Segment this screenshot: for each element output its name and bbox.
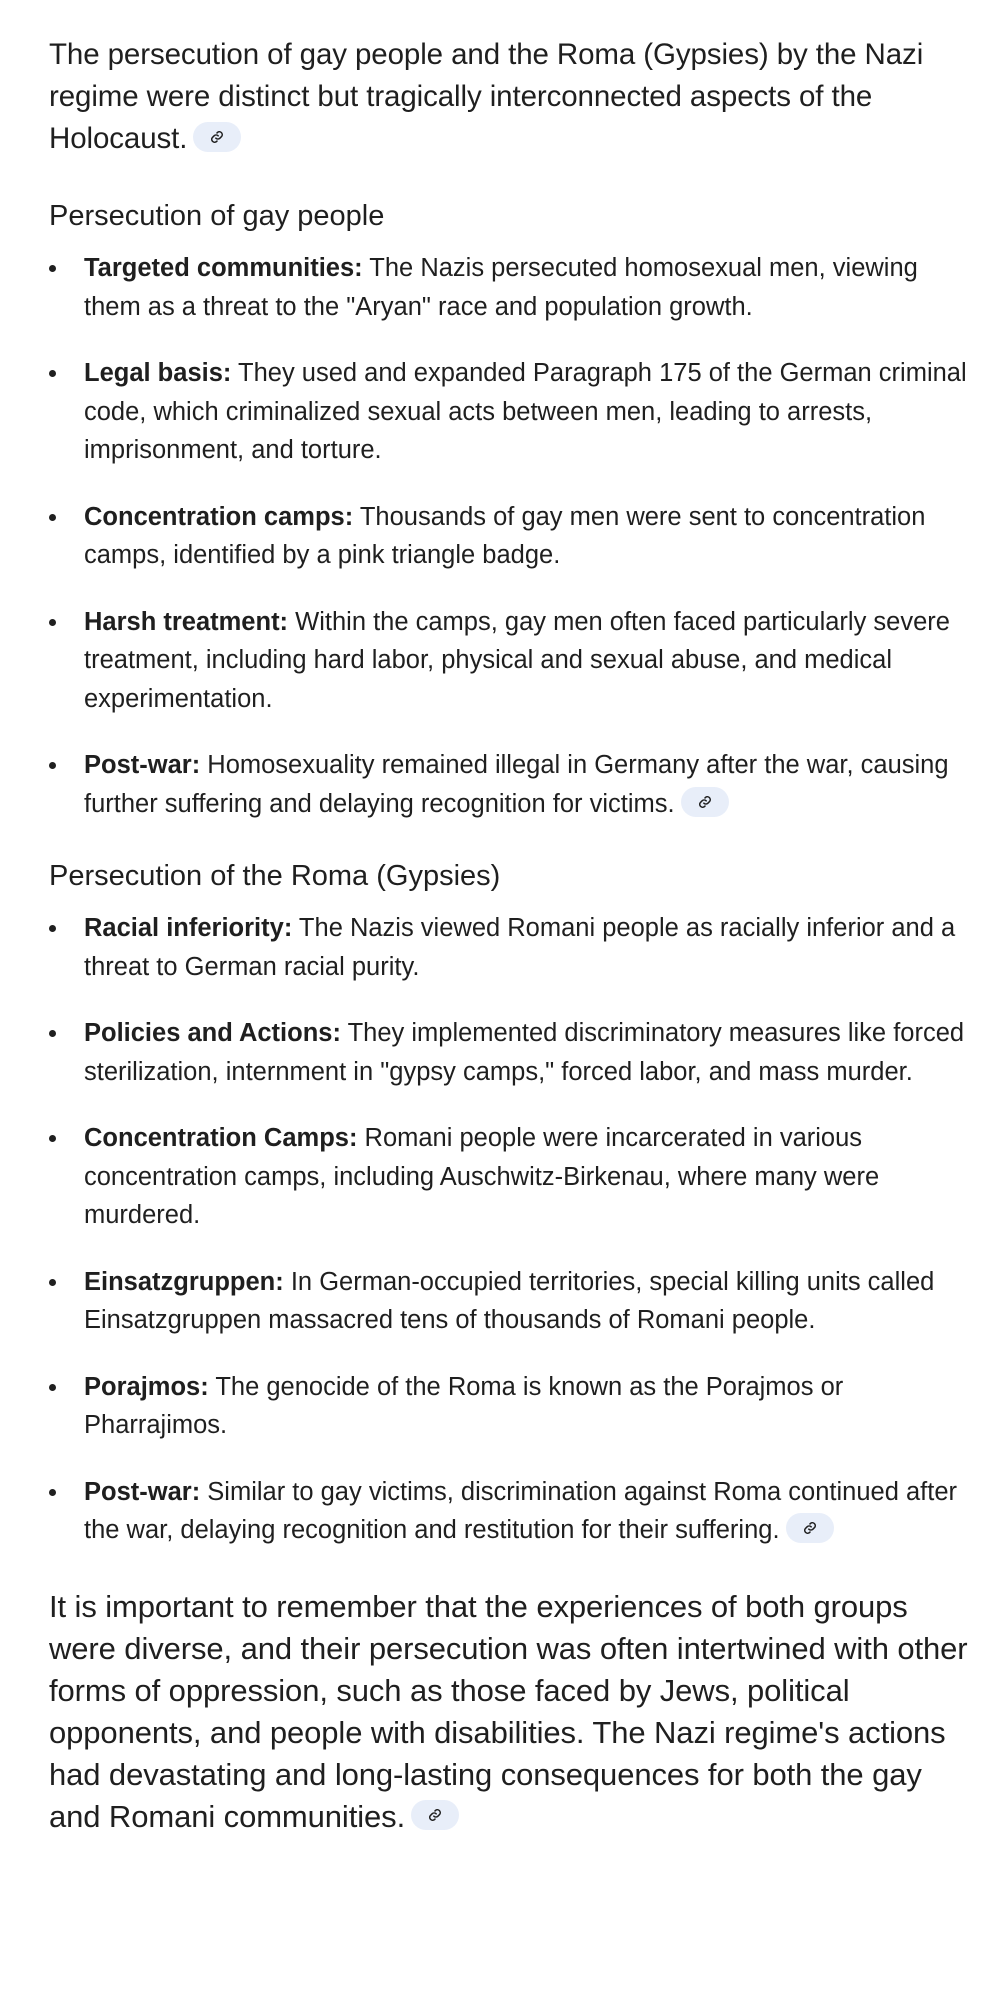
list-item (49, 1368, 969, 1445)
bullet-dot (49, 514, 56, 521)
list-item (49, 1119, 969, 1235)
section-heading-gay: Persecution of gay people (49, 200, 385, 232)
link-icon (210, 130, 224, 144)
source-link-chip[interactable] (681, 787, 729, 817)
list-item (49, 603, 969, 719)
source-link-chip[interactable] (411, 1800, 459, 1830)
closing-paragraph (49, 1586, 969, 1838)
bullet-dot (49, 370, 56, 377)
gay-persecution-list (49, 249, 969, 823)
list-item-label: Post-war: (84, 751, 201, 779)
list-item-label: Concentration camps: (84, 502, 354, 531)
list-item (49, 354, 969, 470)
list-item-text: Homosexuality remained illegal in Germany after the war, causing further suffering and delaying recognition for victims. (84, 751, 949, 818)
list-item-label: Concentration Camps: (84, 1124, 358, 1152)
bullet-dot (49, 925, 56, 932)
source-link-chip[interactable] (786, 1513, 834, 1543)
list-item-label: Targeted communities: (84, 254, 363, 282)
section-heading-roma: Persecution of the Roma (Gypsies) (49, 860, 501, 892)
list-item-text: Similar to gay victims, discrimination against Roma continued after the war, delaying recognition and restitution for their suffering. (84, 1477, 957, 1544)
list-item-text: Thousands of gay men were sent to concentration camps, identified by a pink triangle badge. (84, 502, 926, 569)
list-item-text: The Nazis persecuted homosexual men, viewing them as a threat to the "Aryan" race and population growth. (84, 254, 918, 321)
list-item (49, 1014, 969, 1091)
list-item (49, 498, 969, 575)
list-item-text: Within the camps, gay men often faced particularly severe treatment, including hard labor, physical and sexual abuse, and medical experimentation. (84, 607, 950, 713)
list-item-text: Romani people were incarcerated in various concentration camps, including Auschwitz-Birkenau, where many were murdered. (84, 1124, 880, 1229)
bullet-dot (49, 619, 56, 626)
bullet-dot (49, 762, 56, 769)
list-item (49, 249, 969, 326)
roma-persecution-list (49, 909, 969, 1550)
list-item-text: In German-occupied territories, special killing units called Einsatzgruppen massacred tens of thousands of Romani people. (84, 1267, 935, 1334)
closing-text: It is important to remember that the experiences of both groups were diverse, and their persecution was often intertwined with other forms of oppression, such as those faced by Jews, political opponents, and people with disabilities. The Nazi regime's actions had devastating and long-lasting consequences for both the gay and Romani communities. (49, 1588, 968, 1834)
link-icon (698, 795, 712, 809)
list-item-label: Porajmos: (84, 1372, 209, 1401)
list-item (49, 746, 969, 823)
bullet-dot (49, 1489, 56, 1496)
list-item (49, 909, 969, 986)
list-item-text: The genocide of the Roma is known as the Porajmos or Pharrajimos. (84, 1372, 844, 1439)
bullet-dot (49, 1384, 56, 1391)
list-item (49, 1473, 969, 1550)
list-item-label: Post-war: (84, 1477, 201, 1506)
source-link-chip[interactable] (193, 122, 241, 152)
intro-paragraph (49, 34, 969, 160)
link-icon (803, 1521, 817, 1535)
list-item (49, 1263, 969, 1340)
list-item-text: They implemented discriminatory measures like forced sterilization, internment in "gypsy camps," forced labor, and mass murder. (84, 1019, 965, 1086)
list-item-label: Harsh treatment: (84, 607, 289, 636)
list-item-label: Legal basis: (84, 359, 232, 387)
list-item-text: The Nazis viewed Romani people as racially inferior and a threat to German racial purity. (84, 914, 956, 981)
intro-text: The persecution of gay people and the Roma (Gypsies) by the Nazi regime were distinct but tragically interconnected aspects of the Holocaust. (49, 38, 924, 155)
bullet-dot (49, 1030, 56, 1037)
bullet-dot (49, 1135, 56, 1142)
list-item-text: They used and expanded Paragraph 175 of the German criminal code, which criminalized sexual acts between men, leading to arrests, imprisonment, and torture. (84, 359, 967, 464)
list-item-label: Einsatzgruppen: (84, 1267, 284, 1296)
bullet-dot (49, 1279, 56, 1286)
list-item-label: Racial inferiority: (84, 914, 293, 942)
bullet-dot (49, 265, 56, 272)
link-icon (428, 1808, 442, 1822)
list-item-label: Policies and Actions: (84, 1019, 341, 1047)
response-content (49, 34, 969, 1838)
